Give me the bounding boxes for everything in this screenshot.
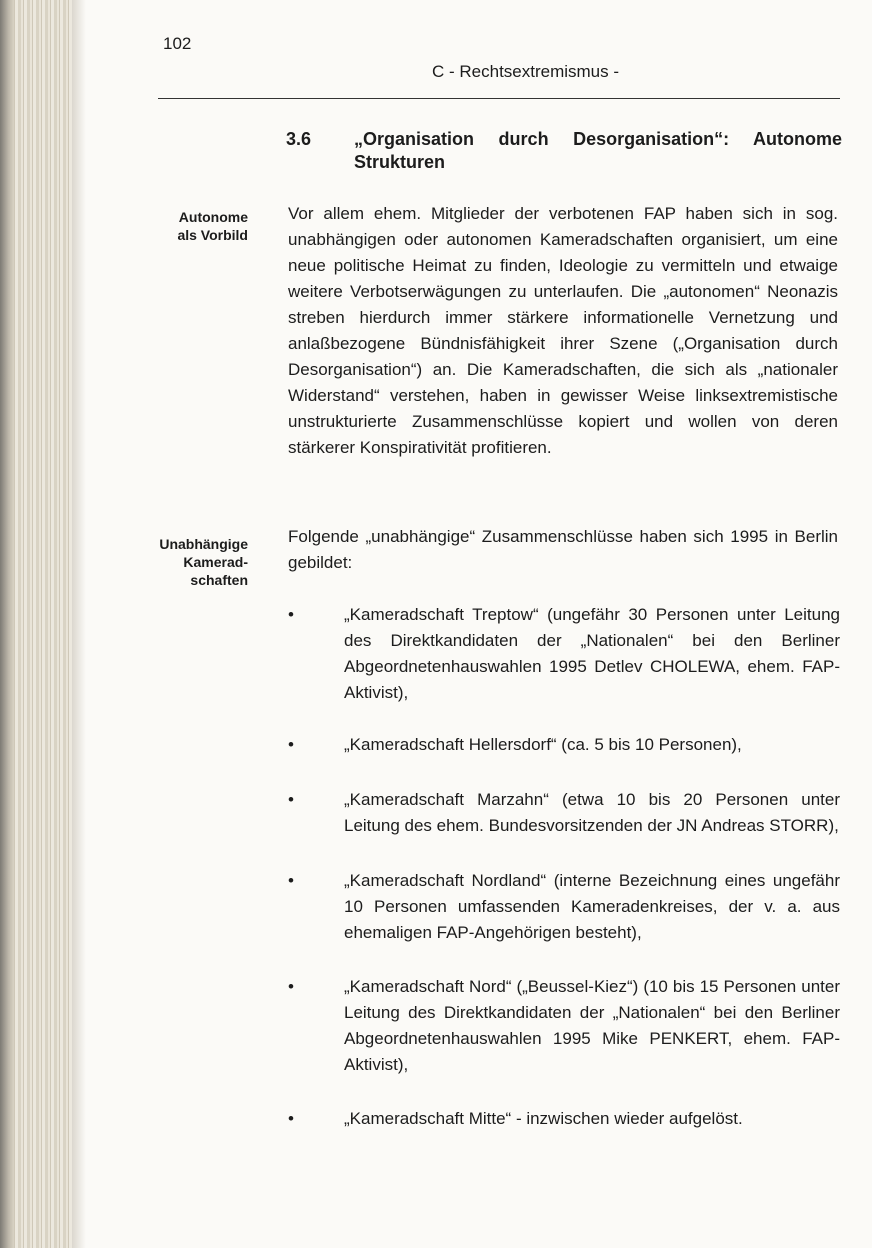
bullet-icon: • — [288, 790, 294, 809]
list-item — [288, 868, 840, 946]
paragraph-intro-list: Folgende „unabhängige“ Zusammenschlüsse haben sich 1995 in Berlin gebildet: — [288, 527, 838, 572]
bullet-icon: • — [288, 605, 294, 624]
list-item-text: „Kameradschaft Hellersdorf“ (ca. 5 bis 10 Personen), — [344, 735, 742, 754]
list-item — [288, 1106, 840, 1132]
bullet-icon: • — [288, 871, 294, 890]
paragraph-autonome: Vor allem ehem. Mitglieder der verbotenen FAP haben sich in sog. unabhängigen oder autonomen Kameradschaften organisiert, um eine neue politische Heimat zu finden, Ideologie zu vermitteln und etwaige weitere Verbotserwägungen zu unterlaufen. Die „autonomen“ Neonazis streben hierdurch immer stärkere informationelle Vernetzung und anlaßbezogene Bündnisfähigkeit ihrer Szene („Organisation durch Desorganisation“) an. Die Kameradschaften, die sich als „nationaler Widerstand“ verstehen, haben in gewisser Weise linksextremistische unstrukturierte Zusammenschlüsse kopiert und wollen von deren stärkerer Konspirativität profitieren. — [288, 204, 838, 457]
list-item-text: „Kameradschaft Mitte“ - inzwischen wieder aufgelöst. — [344, 1109, 743, 1128]
margin-note-line: als Vorbild — [177, 227, 248, 243]
page-number: 102 — [163, 34, 192, 53]
margin-note-line: Autonome — [178, 209, 248, 225]
page-gutter-shadow — [72, 0, 86, 1248]
margin-note-kameradschaften — [110, 535, 248, 589]
page-binding-shadow — [0, 0, 14, 1248]
list-item — [288, 974, 840, 1078]
running-header: C - Rechtsextremismus - — [432, 62, 620, 81]
margin-note-autonome — [110, 208, 248, 244]
margin-note-line: Unabhängige — [159, 536, 248, 552]
list-item-text: „Kameradschaft Nord“ („Beussel-Kiez“) (10 bis 15 Personen unter Leitung des Direktkandidaten der „Nationalen“ bei den Berliner Abgeordnetenhauswahlen 1995 Mike PENKERT, ehem. FAP-Aktivist), — [344, 977, 840, 1074]
list-item — [288, 787, 840, 839]
bullet-icon: • — [288, 977, 294, 996]
list-item-text: „Kameradschaft Nordland“ (interne Bezeichnung eines ungefähr 10 Personen umfassenden Kameradenkreises, der v. a. aus ehemaligen FAP-Angehörigen besteht), — [344, 871, 840, 942]
margin-note-line: Kamerad- — [183, 554, 248, 570]
kameradschaften-list — [288, 602, 840, 1132]
list-item-text: „Kameradschaft Treptow“ (ungefähr 30 Personen unter Leitung des Direktkandidaten der „Nationalen“ bei den Berliner Abgeordnetenhauswahlen 1995 Detlev CHOLEWA, ehem. FAP-Aktivist), — [344, 605, 840, 702]
bullet-icon: • — [288, 735, 294, 754]
list-item — [288, 732, 840, 758]
header-rule — [158, 98, 840, 99]
list-item-text: „Kameradschaft Marzahn“ (etwa 10 bis 20 Personen unter Leitung des ehem. Bundesvorsitzenden der JN Andreas STORR), — [344, 790, 840, 835]
bullet-icon: • — [288, 1109, 294, 1128]
section-title: „Organisation durch Desorganisation“: Autonome Strukturen — [354, 129, 842, 172]
list-item — [288, 602, 840, 706]
section-number: 3.6 — [286, 129, 312, 149]
margin-note-line: schaften — [190, 572, 248, 588]
